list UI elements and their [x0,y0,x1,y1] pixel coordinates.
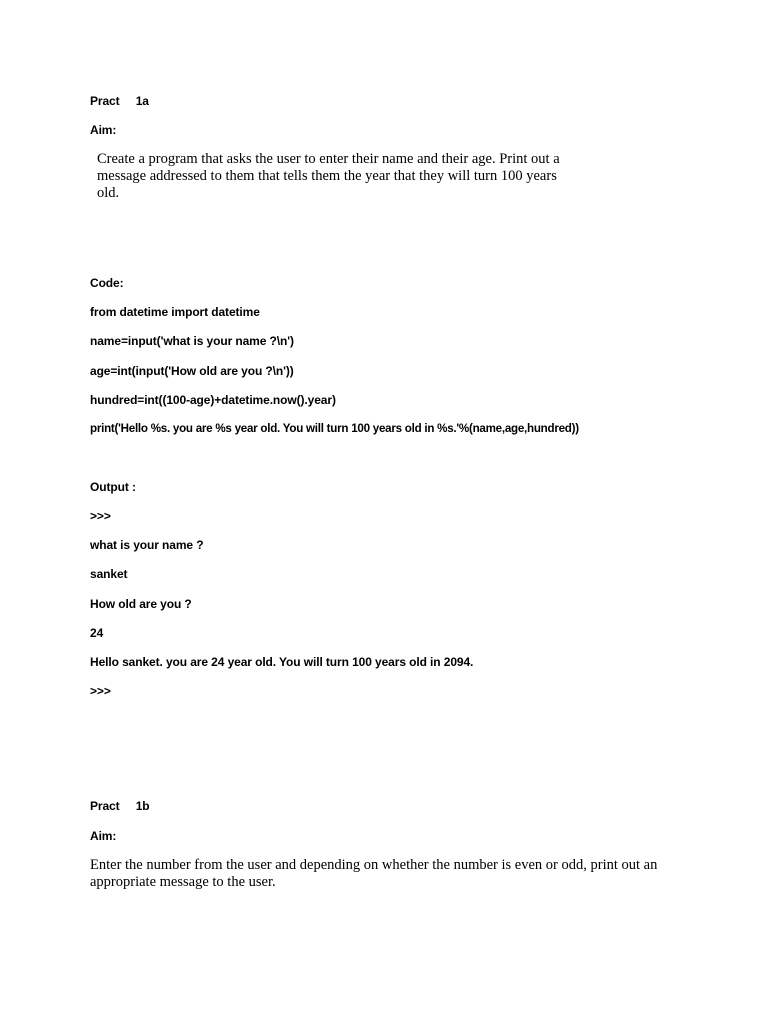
code-line: age=int(input('How old are you ?\n')) [90,364,294,378]
pract-1a-heading: Pract 1a [90,94,149,108]
code-line: name=input('what is your name ?\n') [90,334,294,348]
aim-line: old. [97,185,120,201]
output-line: >>> [90,509,111,523]
output-line: sanket [90,567,128,581]
pract-1a-aim-text [97,151,577,202]
aim-line: message addressed to them that tells them the year that they will turn 100 years [97,168,557,184]
aim-line: appropriate message to the user. [90,874,276,890]
output-line: How old are you ? [90,597,192,611]
pract-1a-aim-label: Aim: [90,123,117,137]
pract-1b-aim-label: Aim: [90,829,117,843]
code-line: hundred=int((100-age)+datetime.now().year) [90,393,336,407]
pract-1b-heading: Pract 1b [90,799,150,813]
aim-line: Create a program that asks the user to enter their name and their age. Print out a [97,151,560,167]
output-line: what is your name ? [90,538,204,552]
pract-1a-code-label: Code: [90,276,124,290]
code-line: print('Hello %s. you are %s year old. You will turn 100 years old in %s.'%(name,age,hundred)) [90,422,579,435]
output-line: >>> [90,684,111,698]
aim-line: Enter the number from the user and depending on whether the number is even or odd, print out an [90,857,658,873]
output-line: 24 [90,626,104,640]
pract-1b-aim-text [90,857,690,891]
code-line: from datetime import datetime [90,305,260,319]
pract-1a-output-label: Output : [90,480,136,494]
output-line: Hello sanket. you are 24 year old. You will turn 100 years old in 2094. [90,655,474,669]
